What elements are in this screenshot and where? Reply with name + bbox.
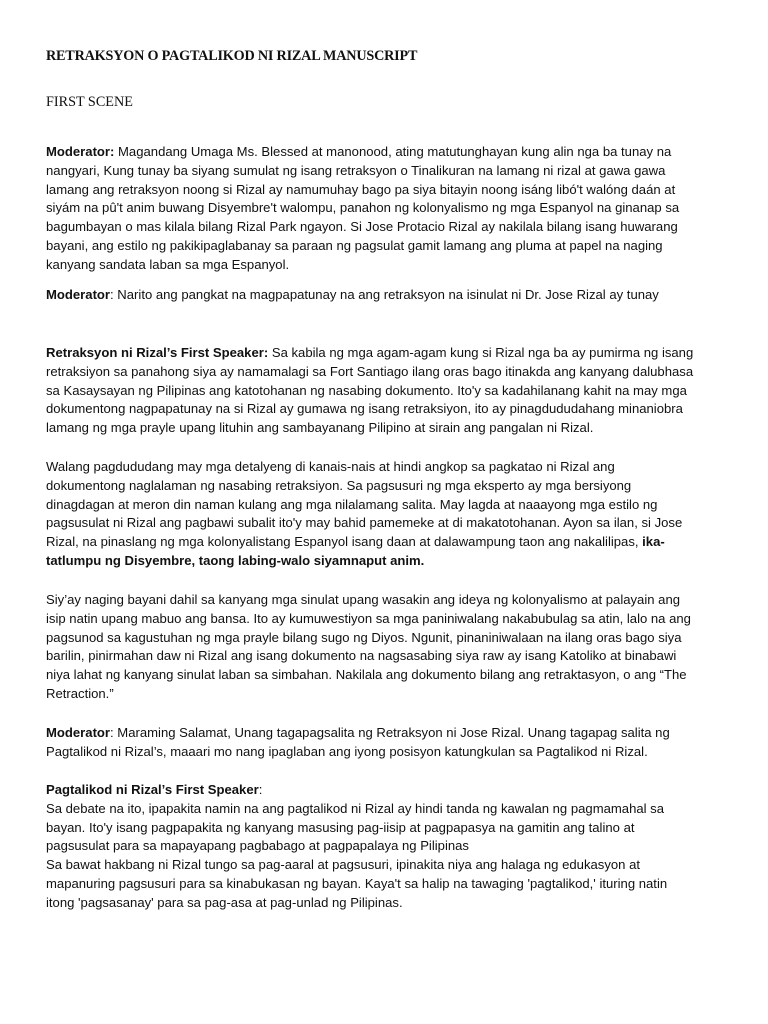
paragraph-moderator-intro [46,143,736,275]
paragraph-line: pagsusulat para sa mapayapang pagbabago at pagpapalaya ng Pilipinas [46,838,469,854]
paragraph-line: siyám na pû't anim buwang Disyembre't walompu, panahon ng kolonyalismo ng mga Espanyol na ginanap sa [46,200,680,216]
paragraph-line: bayan. Ito'y isang pagpapakita ng kanyang masusing pag-iisip at pagpapasya na gamitin ang talino at [46,819,635,835]
paragraph-line: niya lahat ng kanyang sinulat laban sa simbahan. Nakilala ang dokumento bilang ang retraktasyon, o ang “The [46,667,687,683]
paragraph-line: Walang pagdududang may mga detalyeng di kanais-nais at hindi angkop sa pagkatao ni Rizal ang [46,459,615,474]
paragraph-line: Moderator: Magandang Umaga Ms. Blessed at manonood, ating matutunghayan kung alin nga ba tunay na [46,144,672,159]
paragraph-line: isip natin upang mabuo ang bansa. Ito ay kumuwestiyon sa mga paniniwalang nakabubulag sa atin, lalo na ang [46,610,691,626]
paragraph-line: itong 'pagsasanay' para sa pag-asa at pag-unlad ng Pilipinas. [46,894,403,910]
paragraph-line: pagsusulat ni Rizal ang pagbawi subalit ito'y may bahid pamemeke at di makatotohanan. Ayon sa ilan, si Jose [46,515,683,531]
paragraph-line: bayani, ang estilo ng pakikipaglabanay sa paraan ng pagsulat gamit lamang ang pluma at papel na naging [46,237,663,253]
paragraph-line: bagumbayan o mas kilala bilang Rizal Park ngayon. Si Jose Protacio Rizal ay nakilala bilang isang huwarang [46,219,678,235]
paragraph-line: Pagtalikod ni Rizal’s, maaari mo nang ipaglaban ang iyong posisyon katungkulan sa Pagtalikod ni Rizal. [46,743,648,759]
paragraph-line: mapanuring pagsusuri para sa kinabukasan ng bayan. Kaya't sa halip na tawaging 'pagtalikod,' ituring natin [46,875,668,891]
paragraph-line: Sa bawat hakbang ni Rizal tungo sa pag-aaral at pagsusuri, ipinakita niya ang halaga ng edukasyon at [46,857,640,873]
paragraph-line: dokumentong naglalaman ng nasabing retraksiyon. Sa pagsusuri ng mga eksperto ay mga bersiyong [46,477,632,493]
paragraph-line: Retraction.” [46,685,114,701]
paragraph-bayani [46,591,736,704]
paragraph-line: sa Kasaysayan ng Pilipinas ang katotohanan ng nasabing dokumento. Ito'y sa kadahilanang kahit na may mga [46,382,687,398]
paragraph-line: barilin, pinirmahan daw ni Rizal ang isang dokumento na nagsasabing siya raw ay isang Katoliko at binabawi [46,648,677,664]
speaker-label: Retraksyon ni Rizal’s First Speaker: [46,345,269,360]
paragraph-line: kanyang sandata laban sa mga Espanyol. [46,256,290,272]
paragraph-line: Pagtalikod ni Rizal’s First Speaker: [46,782,263,797]
emphasis-date: tatlumpu ng Disyembre, taong labing-walo siyamnaput anim. [46,552,425,568]
paragraph-line [46,552,736,571]
paragraph-pagtalikod-first-speaker [46,781,736,913]
paragraph-line: Rizal, na pinaslang ng mga kolonyalistang Espanyol isang daan at dalawampung taon ang nakalilipas, ika- [46,534,665,550]
paragraph-line: Sa debate na ito, ipapakita namin na ang pagtalikod ni Rizal ay hindi tanda ng kawalan ng pagmamahal sa [46,800,665,816]
paragraph-moderator-statement [46,286,736,305]
paragraph-line: retraksiyon sa panahong siya ay namamalagi sa Fort Santiago ilang oras bago itinakda ang kanyang dalubhasa [46,363,694,379]
paragraph-moderator-transition [46,724,736,762]
speaker-label: Moderator [46,725,111,740]
paragraph-line: dinagdagan at meron din naman kulang ang mga nilalamang salita. May lagda at naaayong mga estilo ng [46,496,658,512]
paragraph-line: pagsunod sa kagustuhan ng mga prayle bilang sugo ng Diyos. Ngunit, pinaniniwalaan na ilang oras bago siya [46,629,682,645]
paragraph-walang-pagdududa [46,458,736,571]
paragraph-line: dokumentong nagpapatunay na si Rizal ay gumawa ng isang retraksiyon, ito ay pinagdududahang minaniobra [46,401,683,417]
scene-heading: FIRST SCENE [46,94,133,110]
paragraph-retraksyon-first-speaker [46,344,736,438]
document-title: RETRAKSYON O PAGTALIKOD NI RIZAL MANUSCRIPT [46,48,418,64]
paragraph-line: Retraksyon ni Rizal’s First Speaker: Sa kabila ng mga agam-agam kung si Rizal nga ba ay pumirma ng isang [46,345,694,360]
paragraph-line: lamang ang retraksyon noong si Rizal ay namumuhay bago pa siya bitayin noong isáng libó't walóng daán at [46,181,676,197]
emphasis-date: ika- [642,534,665,550]
paragraph-line: nangyari, Kung tunay ba siyang sumulat ng isang retraksyon o Tinalikuran na lamang ni rizal at gawa gawa [46,162,666,178]
speaker-label: Moderator: [46,144,115,159]
paragraph-line: lamang ng mga prayle upang lituhin ang sambayanang Pilipino at sirain ang pangalan ni Rizal. [46,420,594,436]
paragraph-line: Moderator: Narito ang pangkat na magpapatunay na ang retraksyon na isinulat ni Dr. Jose Rizal ay tunay [46,287,659,302]
speaker-label: Moderator [46,287,111,302]
paragraph-line: Siy’ay naging bayani dahil sa kanyang mga sinulat upang wasakin ang ideya ng kolonyalismo at palayain ang [46,592,681,607]
speaker-label: Pagtalikod ni Rizal’s First Speaker [46,782,259,797]
paragraph-line: Moderator: Maraming Salamat, Unang tagapagsalita ng Retraksyon ni Jose Rizal. Unang tagapag salita ng [46,725,670,740]
